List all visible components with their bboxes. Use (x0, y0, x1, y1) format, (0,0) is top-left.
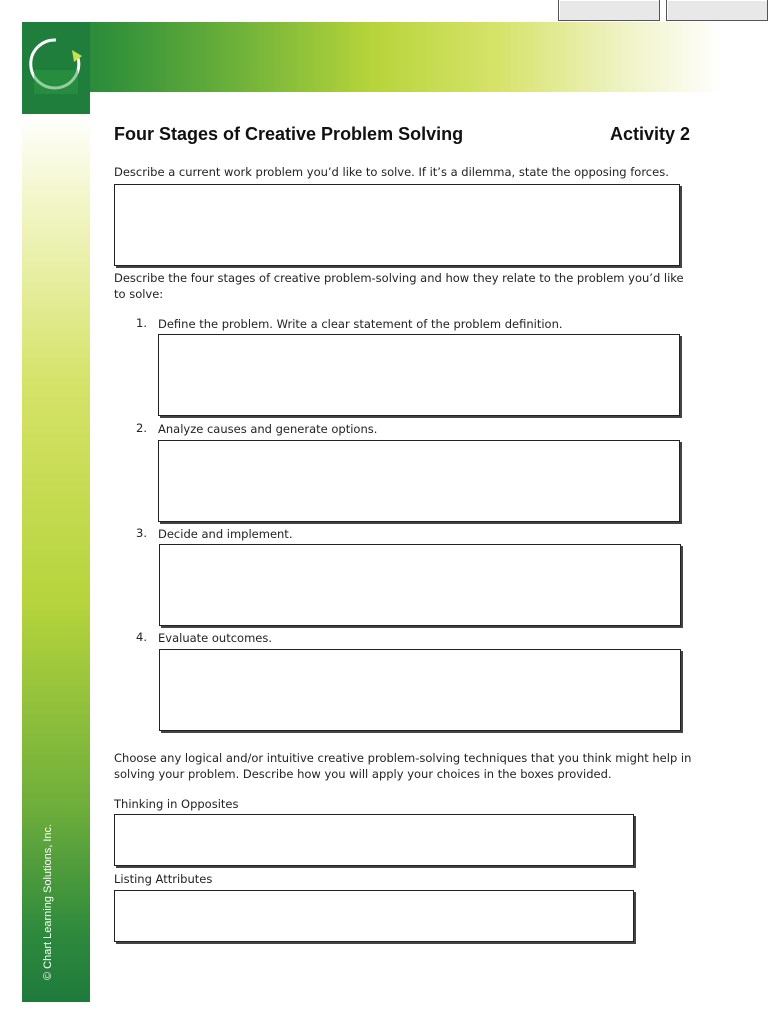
stage-2-label: Analyze causes and generate options. (158, 422, 378, 436)
technique-2-answer-box[interactable] (114, 890, 634, 942)
intro-prompt: Describe a current work problem you’d like to solve. If it’s a dilemma, state the opposing forces. (114, 165, 669, 179)
stage-3-label: Decide and implement. (158, 527, 293, 541)
page-title: Four Stages of Creative Problem Solving (114, 124, 464, 144)
top-toolbar (558, 0, 768, 21)
stage-3-answer-box[interactable] (159, 544, 681, 626)
activity-label: Activity 2 (610, 124, 691, 144)
logo (22, 22, 90, 114)
toolbar-button-2[interactable] (666, 0, 768, 21)
toolbar-button-1[interactable] (558, 0, 660, 21)
stage-2-number: 2. (136, 421, 147, 435)
intro-answer-box[interactable] (114, 184, 680, 266)
stage-4-answer-box[interactable] (159, 649, 681, 731)
stage-1-number: 1. (136, 316, 147, 330)
technique-2-label: Listing Attributes (114, 872, 213, 886)
copyright-text: © Chart Learning Solutions, Inc. (42, 823, 54, 980)
stage-1-answer-box[interactable] (158, 334, 680, 416)
side-strip (22, 114, 90, 1002)
technique-1-label: Thinking in Opposites (114, 797, 239, 811)
header-band (22, 22, 722, 92)
stage-3-number: 3. (136, 526, 147, 540)
stage-4-label: Evaluate outcomes. (158, 631, 273, 645)
stage-1-label: Define the problem. Write a clear statement of the problem definition. (158, 317, 563, 331)
stage-2-answer-box[interactable] (158, 440, 680, 522)
technique-1-answer-box[interactable] (114, 814, 634, 866)
techniques-prompt: Choose any logical and/or intuitive creative problem-solving techniques that you think might help in solving your problem. Describe how you will apply your choices in the boxes provided. (114, 751, 692, 781)
stages-prompt: Describe the four stages of creative problem-solving and how they relate to the problem you’d like to solve: (114, 271, 684, 301)
stage-4-number: 4. (136, 630, 147, 644)
cycle-arrow-icon (28, 30, 84, 106)
